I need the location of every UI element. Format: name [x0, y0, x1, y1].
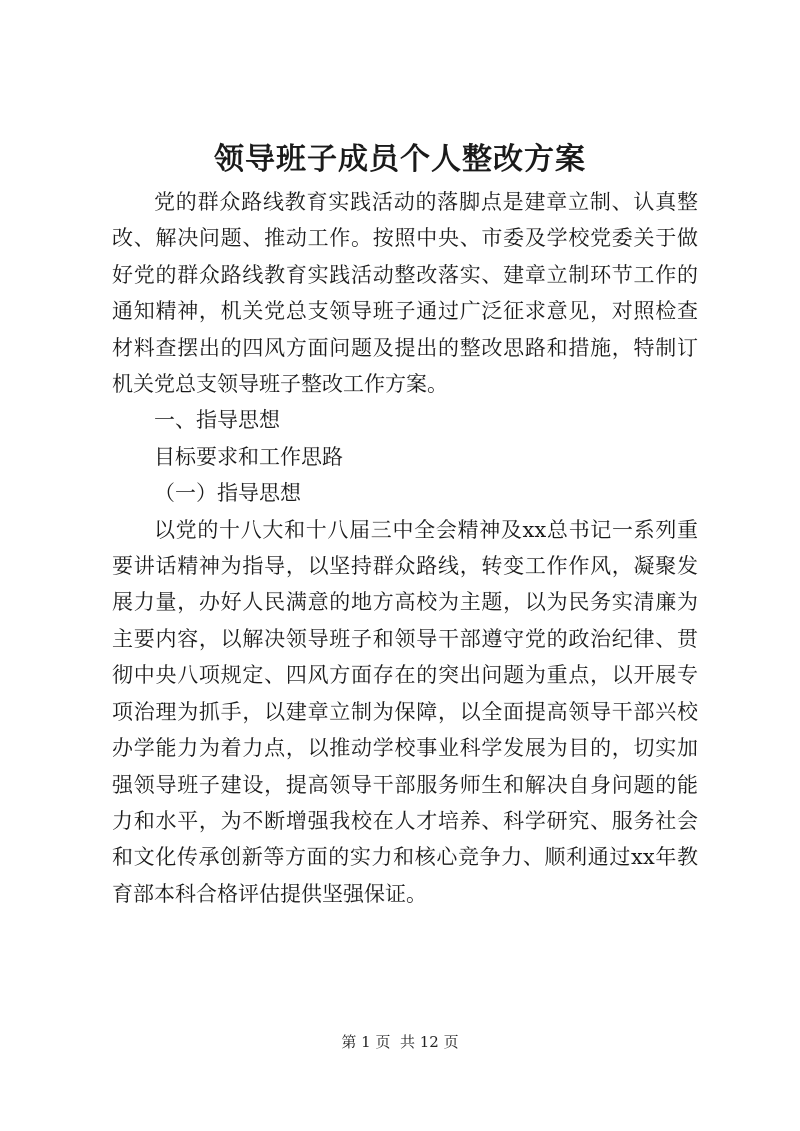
intro-paragraph: 党的群众路线教育实践活动的落脚点是建章立制、认真整改、解决问题、推动工作。按照中央、市委及学校党委关于做好党的群众路线教育实践活动整改落实、建章立制环节工作的通知精神，机关党总支领导班子通过广泛征求意见，对照检查材料查摆出的四风方面问题及提出的整改思路和措施，特制订机关党总支领导班子整改工作方案。: [112, 190, 698, 397]
document-title: 领导班子成员个人整改方案: [214, 142, 586, 177]
body-paragraph: 以党的十八大和十八届三中全会精神及xx总书记一系列重要讲话精神为指导，以坚持群众路线，转变工作作风，凝聚发展力量，办好人民满意的地方高校为主题，以为民务实清廉为主要内容，以解决领导班子和领导干部遵守党的政治纪律、贯彻中央八项规定、四风方面存在的突出问题为重点，以开展专项治理为抓手，以建章立制为保障，以全面提高领导干部兴校办学能力为着力点，以推动学校事业科学发展为目的，切实加强领导班子建设，提高领导干部服务师生和解决自身问题的能力和水平，为不断增强我校在人才培养、科学研究、服务社会和文化传承创新等方面的实力和核心竞争力、顺利通过xx年教育部本科合格评估提供坚强保证。: [112, 517, 698, 906]
section-heading-guiding-ideology: 一、指导思想: [154, 408, 280, 433]
document-body: [112, 184, 698, 912]
page-number-label: 第 1 页 共 12 页: [341, 1033, 459, 1051]
section-subheading-goals: 目标要求和工作思路: [154, 444, 343, 469]
page-footer: [0, 1032, 800, 1052]
subsection-heading-guiding-ideology: （一）指导思想: [154, 481, 301, 506]
